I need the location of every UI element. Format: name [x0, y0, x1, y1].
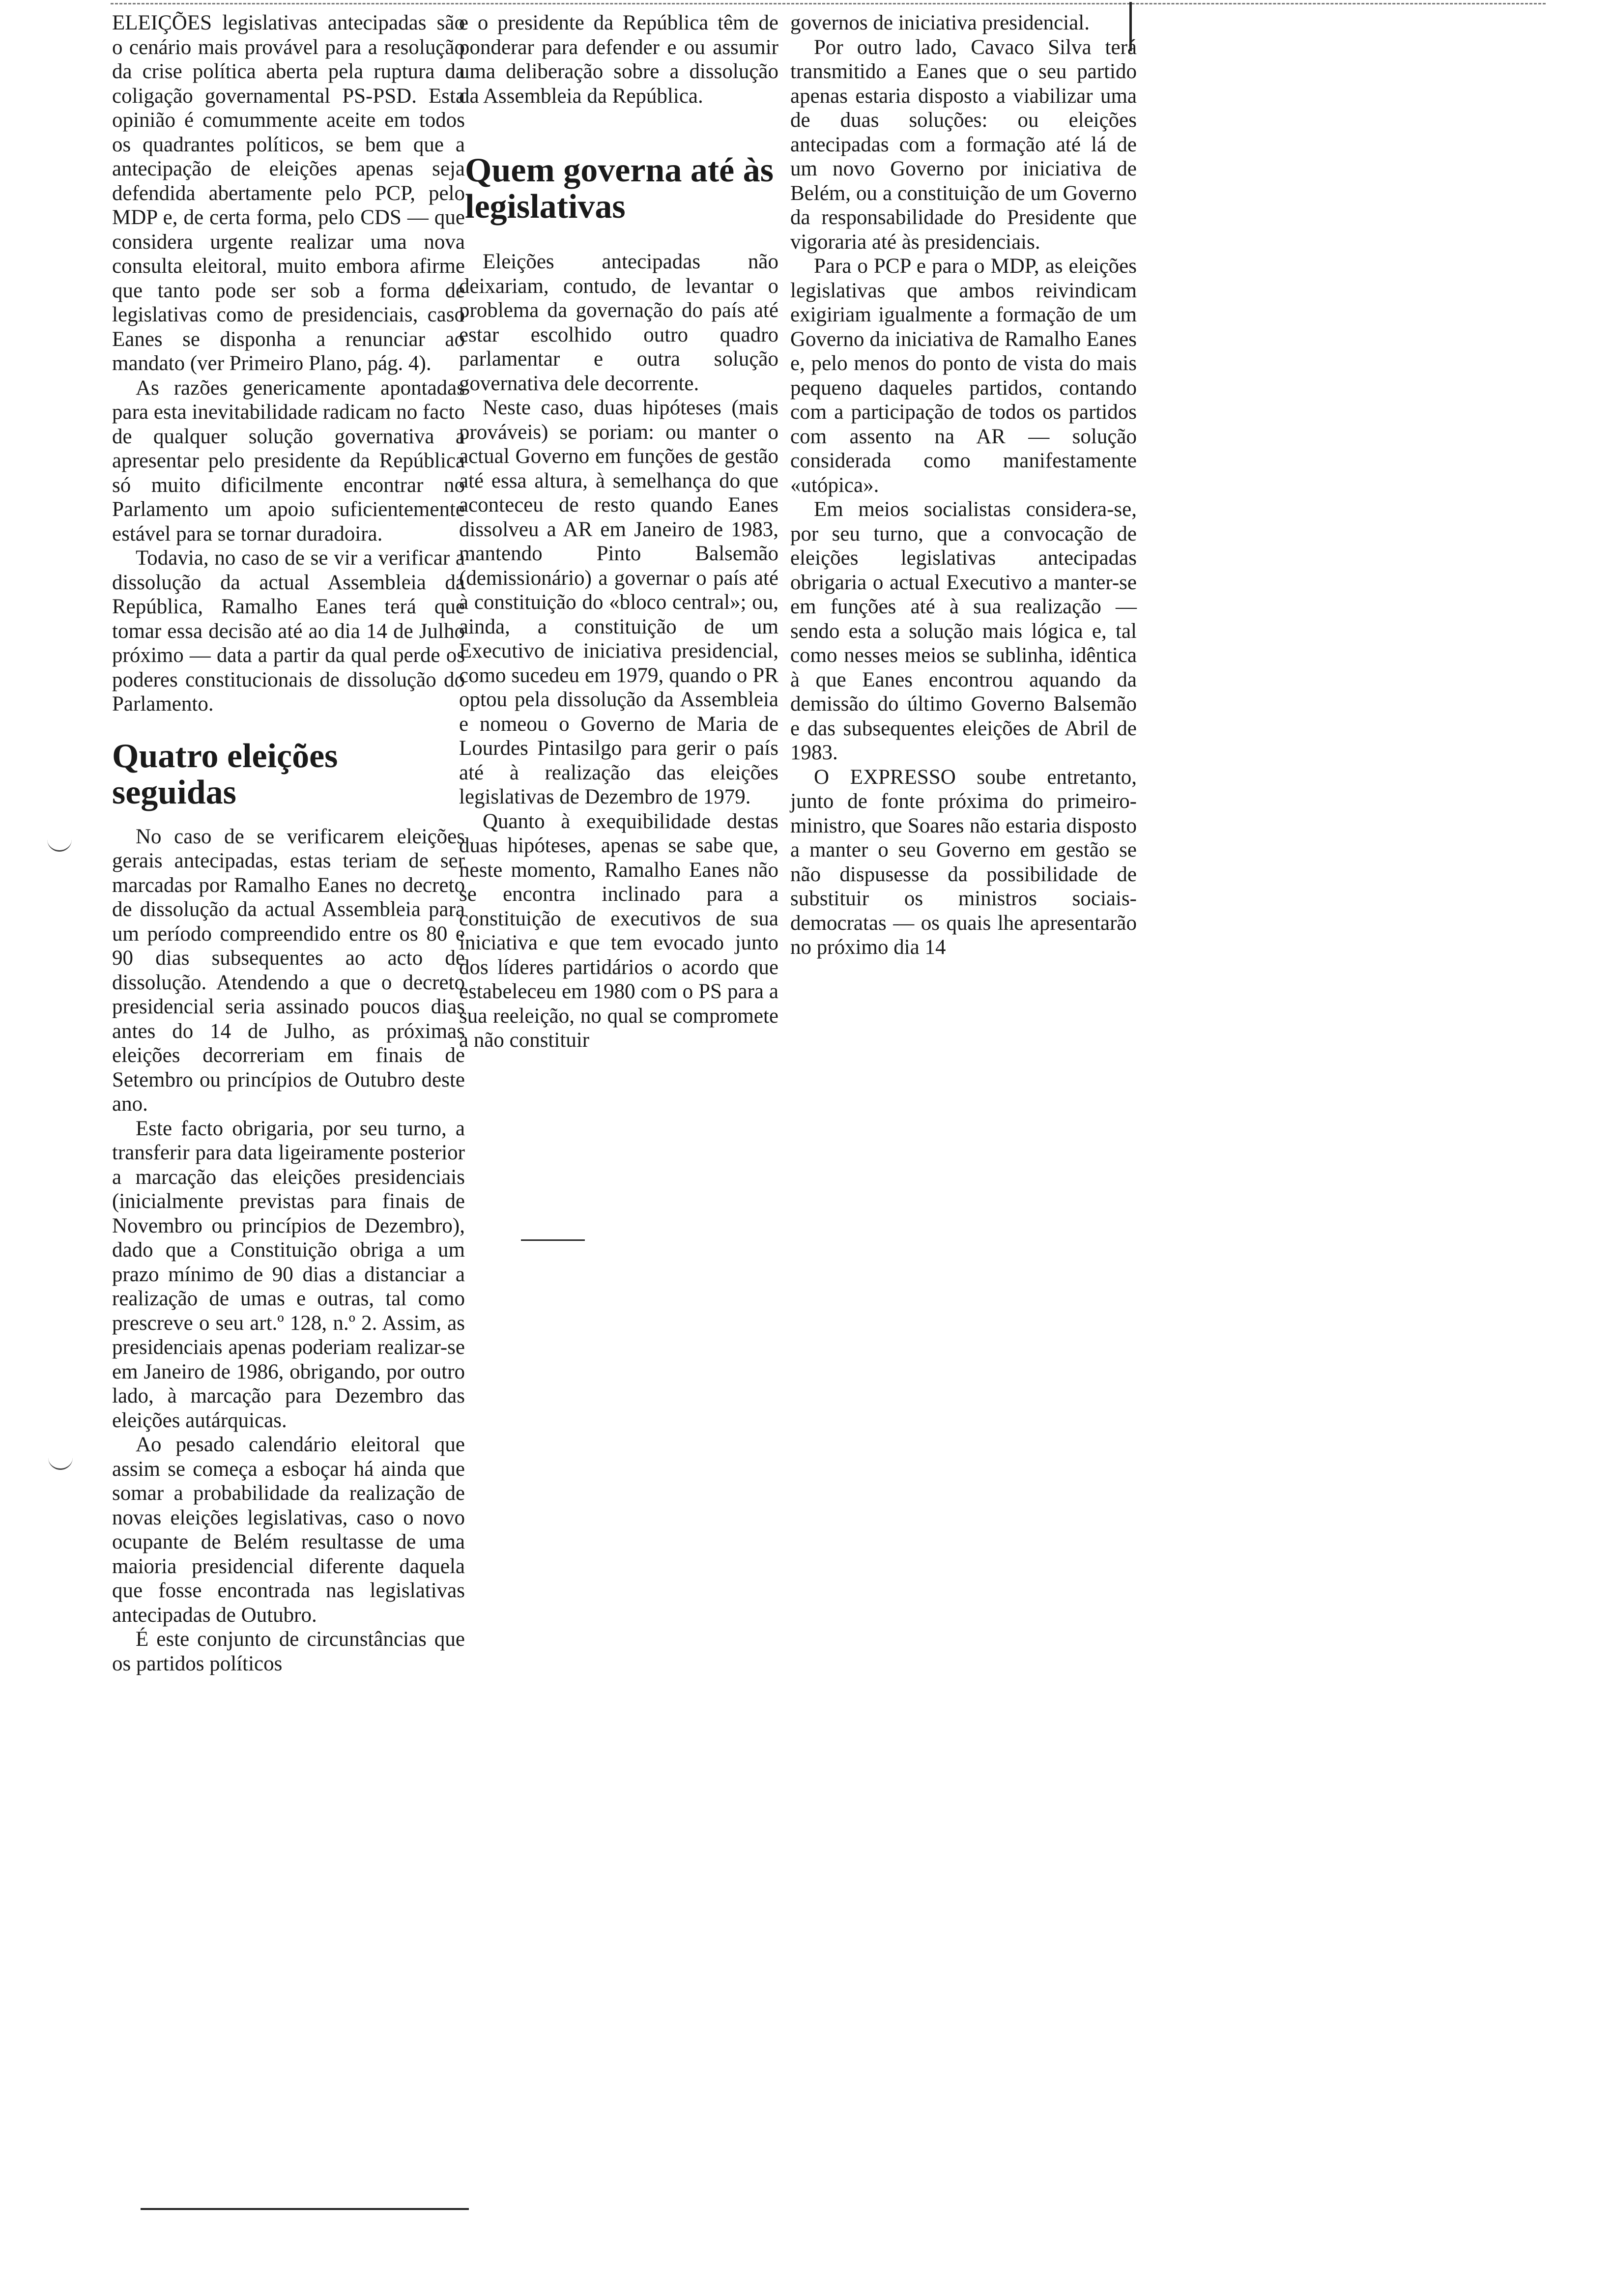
paragraph: O EXPRESSO soube entretanto, junto de fonte próxima do primeiro-ministro, que Soares não estaria disposto a manter o seu Governo em gestão se não dispusesse da possibilidade de substituir os ministros sociais-democratas — os quais lhe apresentarão no próximo dia 14 [790, 765, 1137, 959]
paragraph: governos de iniciativa presidencial. [790, 11, 1090, 34]
column-1 [112, 11, 465, 1676]
paragraph: Quanto à exequibilidade destas duas hipóteses, apenas se sabe que, neste momento, Ramalho Eanes não se encontra inclinado para a constituição de executivos de sua iniciativa e que tem evocado junto dos líderes partidários o acordo que estabeleceu em 1980 com o PS para a sua reeleição, no qual se compromete a não constituir [459, 809, 778, 1052]
paragraph: Neste caso, duas hipóteses (mais prováveis) se poriam: ou manter o actual Governo em funções de gestão até essa altura, à semelhança do que aconteceu de resto quando Eanes dissolveu a AR em Janeiro de 1983, mantendo Pinto Balsemão (demissionário) a governar o país até à constituição do «bloco central»; ou, ainda, a constituição de um Executivo de iniciativa presidencial, como sucedeu em 1979, quando o PR optou pela dissolução da Assembleia e nomeou o Governo de Maria de Lourdes Pintasilgo para gerir o país até à realização das eleições legislativas de Dezembro de 1979. [459, 396, 778, 808]
section-heading: Quem governa até às legislativas [465, 151, 774, 226]
column-end-rule [521, 1239, 585, 1241]
section-heading: Quatro eleições seguidas [112, 737, 338, 811]
paragraph: Eleições antecipadas não deixariam, contudo, de levantar o problema da governação do país até estar escolhido outro quadro parlamentar e outra solução governativa dele decorrente. [459, 250, 778, 395]
paragraph: Para o PCP e para o MDP, as eleições legislativas que ambos reivindicam exigiriam igualmente a formação de um Governo da iniciativa de Ramalho Eanes e, pelo menos do ponto de vista do mais pequeno daqueles partidos, contando com a participação de todos os partidos com assento na AR — solução considerada como manifestamente «utópica». [790, 255, 1137, 497]
paragraph: No caso de se verificarem eleições gerais antecipadas, estas teriam de ser marcadas por Ramalho Eanes no decreto de dissolução da actual Assembleia para um período compreendido entre os 80 e 90 dias subsequentes ao acto de dissolução. Atendendo a que o decreto presidencial seria assinado poucos dias antes do 14 de Julho, as próximas eleições decorreriam em finais de Setembro ou princípios de Outubro deste ano. [112, 825, 465, 1116]
column-2 [459, 11, 778, 1053]
top-rule [111, 3, 1546, 4]
paragraph: Em meios socialistas considera-se, por seu turno, que a convocação de eleições legislativas antecipadas obrigaria o actual Executivo a manter-se em funções até à sua realização — sendo esta a solução mais lógica e, tal como nesses meios se sublinha, idêntica à que Eanes encontrou aquando da demissão do último Governo Balsemão e das subsequentes eleições de Abril de 1983. [790, 498, 1137, 764]
paragraph: Todavia, no caso de se vir a verificar a dissolução da actual Assembleia da República, Ramalho Eanes terá que tomar essa decisão até ao dia 14 de Julho próximo — data a partir da qual perde os poderes constitucionais de dissolução do Parlamento. [112, 546, 465, 716]
paragraph: As razões genericamente apontadas para esta inevitabilidade radicam no facto de qualquer solução governativa a apresentar pelo presidente da República só muito dificilmente encontrar no Parlamento um apoio suficientemente estável para se tornar duradoira. [112, 376, 465, 545]
paragraph: ELEIÇÕES legislativas antecipadas são o cenário mais provável para a resolução da crise política aberta pela ruptura da coligação governamental PS-PSD. Esta opinião é comummente aceite em todos os quadrantes políticos, se bem que a antecipação de eleições apenas seja defendida abertamente pelo PCP, pelo MDP e, de certa forma, pelo CDS — que considera urgente realizar uma nova consulta eleitoral, muito embora afirme que tanto pode ser sob a forma de legislativas como de presidenciais, caso Eanes se disponha a renunciar ao mandato (ver Primeiro Plano, pág. 4). [112, 11, 465, 375]
margin-mark [48, 1458, 73, 1470]
paragraph: É este conjunto de circunstâncias que os partidos políticos [112, 1628, 465, 1675]
column-end-rule [141, 2208, 469, 2210]
column-3 [790, 11, 1137, 960]
paragraph: Ao pesado calendário eleitoral que assim se começa a esboçar há ainda que somar a probabilidade da realização de novas eleições legislativas, caso o novo ocupante de Belém resultasse de uma maioria presidencial diferente daquela que fosse encontrada nas legislativas antecipadas de Outubro. [112, 1433, 465, 1627]
paragraph: Este facto obrigaria, por seu turno, a transferir para data ligeiramente posterior a marcação das eleições presidenciais (inicialmente previstas para finais de Novembro ou princípios de Dezembro), dado que a Constituição obriga a um prazo mínimo de 90 dias a distanciar a realização de umas e outras, tal como prescreve o seu art.º 128, n.º 2. Assim, as presidenciais apenas poderiam realizar-se em Janeiro de 1986, obrigando, por outro lado, à marcação para Dezembro das eleições autárquicas. [112, 1117, 465, 1432]
paragraph: e o presidente da República têm de ponderar para defender e ou assumir uma deliberação sobre a dissolução da Assembleia da República. [459, 11, 778, 108]
margin-mark [47, 839, 72, 852]
paragraph: Por outro lado, Cavaco Silva terá transmitido a Eanes que o seu partido apenas estaria disposto a viabilizar uma de duas soluções: ou eleições antecipadas com a formação até lá de um novo Governo por iniciativa de Belém, ou a constituição de um Governo da responsabilidade do Presidente que vigoraria até às presidenciais. [790, 35, 1137, 254]
